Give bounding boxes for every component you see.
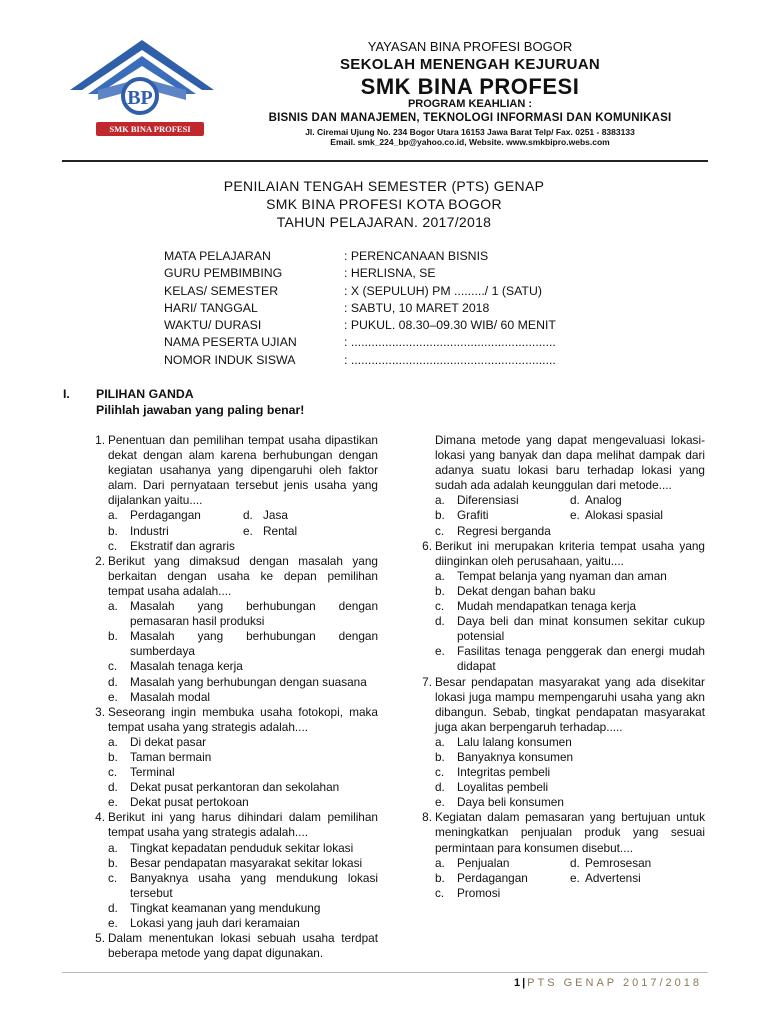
option xyxy=(410,795,705,810)
option-letter: d. xyxy=(435,780,445,795)
info-label: NOMOR INDUK SISWA xyxy=(164,352,296,367)
option xyxy=(83,901,378,916)
school-logo xyxy=(62,30,232,150)
exam-year: TAHUN PELAJARAN. 2017/2018 xyxy=(276,214,492,230)
option-text: Penjualan xyxy=(457,855,510,870)
option-letter: e. xyxy=(108,689,118,704)
option-text: Pemrosesan xyxy=(585,855,652,870)
option-letter: c. xyxy=(108,765,118,780)
option xyxy=(83,539,378,554)
info-value: : PERENCANAAN BISNIS xyxy=(344,249,489,263)
option-letter: a. xyxy=(435,855,445,870)
question-2 xyxy=(83,554,378,599)
option xyxy=(83,765,378,780)
question-number: 7. xyxy=(422,674,432,689)
option xyxy=(83,675,378,690)
info-row xyxy=(164,248,556,265)
option-text: Industri xyxy=(130,523,169,538)
option-text: Loyalitas pembeli xyxy=(457,780,549,795)
option-text: Di dekat pasar xyxy=(130,734,207,749)
question-3 xyxy=(83,705,378,735)
option-letter: d. xyxy=(435,614,445,629)
option-text: Rental xyxy=(263,523,298,538)
questions-right-column xyxy=(410,433,705,901)
option-letter: c. xyxy=(435,523,445,538)
option-text: Masalah tenaga kerja xyxy=(130,659,243,674)
question-text: Dalam menentukan lokasi sebuah usaha terdpat beberapa metode yang dapat digunakan. xyxy=(108,931,378,961)
option-letter: c. xyxy=(108,538,118,553)
question-text: Penentuan dan pemilihan tempat usaha dipastikan dekat dengan alam karena berhubungan dengan kegiatan usahanya yang dipengaruhi oleh faktor alam. Dari pernyataan tersebut jenis usaha yang dijalankan yaitu.... xyxy=(108,433,378,508)
school-type: SEKOLAH MENENGAH KEJURUAN xyxy=(339,56,601,73)
logo-banner-text: SMK BINA PROFESI xyxy=(109,124,191,134)
option xyxy=(83,916,378,931)
questions-left-column xyxy=(83,433,378,961)
info-label: GURU PEMBIMBING xyxy=(164,266,283,281)
option-letter: e. xyxy=(108,916,118,930)
option-letter: e. xyxy=(108,795,118,810)
option-text: Terminal xyxy=(130,765,175,780)
option-row xyxy=(83,508,378,523)
question-number: 2. xyxy=(95,553,105,568)
option-row xyxy=(410,493,705,508)
option-letter: b. xyxy=(435,870,445,885)
question-number: 8. xyxy=(422,810,432,825)
question-7 xyxy=(410,675,705,735)
programs: BISNIS DAN MANAJEMEN, TEKNOLOGI INFORMASI DAN KOMUNIKASI xyxy=(268,112,672,124)
question-number: 6. xyxy=(422,538,432,553)
section-heading xyxy=(63,387,194,401)
question-6 xyxy=(410,539,705,569)
foundation-name: YAYASAN BINA PROFESI BOGOR xyxy=(367,39,573,54)
logo-letters: BP xyxy=(127,87,153,109)
option-letter: a. xyxy=(108,734,118,749)
question-text: Berikut yang dimaksud dengan masalah yang berkaitan dengan usaha ke depan pemilihan tempat usaha adalah.... xyxy=(108,553,378,598)
question-4 xyxy=(83,810,378,840)
option-letter: b. xyxy=(435,508,445,523)
option-letter: c. xyxy=(108,870,118,885)
option-letter: b. xyxy=(108,855,118,870)
letterhead-divider xyxy=(62,160,708,162)
option-text: Masalah yang berhubungan dengan pemasaran hasil produksi xyxy=(130,599,378,629)
option xyxy=(83,871,378,901)
option-text: Alokasi spasial xyxy=(585,508,664,523)
option-row xyxy=(410,856,705,871)
question-number: 4. xyxy=(95,810,105,825)
option-letter: e. xyxy=(570,870,580,885)
option-text: Mudah mendapatkan tenaga kerja xyxy=(457,599,637,614)
info-value: : HERLISNA, SE xyxy=(344,266,436,281)
exam-title: PENILAIAN TENGAH SEMESTER (PTS) GENAP xyxy=(223,178,545,194)
option-letter: d. xyxy=(570,493,580,508)
option xyxy=(410,644,705,674)
option xyxy=(410,765,705,780)
option-letter: a. xyxy=(108,599,118,614)
section-number: I. xyxy=(63,387,70,401)
option-text: Masalah yang berhubungan dengan suasana xyxy=(130,674,367,689)
question-number: 1. xyxy=(95,433,105,447)
option-letter: a. xyxy=(108,508,118,523)
option-letter: a. xyxy=(435,493,445,508)
option xyxy=(410,780,705,795)
option-letter: e. xyxy=(570,508,580,523)
option xyxy=(83,795,378,810)
option-text: Dekat pusat pertokoan xyxy=(130,795,249,810)
option-text: Ekstratif dan agraris xyxy=(130,538,235,553)
option-text: Banyaknya konsumen xyxy=(457,749,574,764)
option-letter: d. xyxy=(108,780,118,795)
school-contact: Email. smk_224_bp@yahoo.co.id, Website. www.smkbipro.webs.com xyxy=(330,137,610,147)
option-text: Dekat dengan bahan baku xyxy=(457,583,596,598)
option xyxy=(83,750,378,765)
option-text: Lalu lalang konsumen xyxy=(457,734,572,749)
question-8 xyxy=(410,810,705,855)
info-row xyxy=(164,283,556,300)
option-letter: c. xyxy=(435,599,445,614)
question-number: 3. xyxy=(95,704,105,719)
option-letter: b. xyxy=(435,583,445,598)
option xyxy=(410,735,705,750)
option xyxy=(83,856,378,871)
option-text: Fasilitas tenaga penggerak dan energi mudah didapat xyxy=(457,644,705,674)
option-text: Masalah modal xyxy=(130,689,210,704)
page-number: 1 xyxy=(513,977,521,989)
option-letter: a. xyxy=(108,840,118,855)
option-text: Regresi berganda xyxy=(457,523,551,538)
option-text: Integritas pembeli xyxy=(457,765,551,780)
question-5-continued: Dimana metode yang dapat mengevaluasi lokasi-lokasi yang banyak dan dapa melihat dampak dari adanya suatu lokasi baru terhadap lokasi yang sudah ada adalah keunggulan dari metode.... xyxy=(435,433,705,493)
question-number: 5. xyxy=(95,931,105,946)
option xyxy=(83,599,378,629)
option xyxy=(83,659,378,674)
option-text: Taman bermain xyxy=(130,749,212,764)
option-letter: b. xyxy=(108,523,118,538)
option-text: Perdagangan xyxy=(130,508,201,523)
question-text: Seseorang ingin membuka usaha fotokopi, maka tempat usaha yang strategis adalah.... xyxy=(108,704,378,734)
option-text: Advertensi xyxy=(585,870,641,885)
option-text: Analog xyxy=(585,493,622,508)
info-label: WAKTU/ DURASI xyxy=(164,318,262,333)
question-text: Berikut ini merupakan kriteria tempat usaha yang diinginkan oleh perusahaan, yaitu.... xyxy=(435,538,705,568)
question-text: Kegiatan dalam pemasaran yang bertujuan untuk meningkatkan penjualan produk yang sesuai permintaan para konsumen disebut.... xyxy=(435,810,705,855)
option-letter: b. xyxy=(435,749,445,764)
option-letter: b. xyxy=(108,629,118,644)
info-row xyxy=(164,300,556,317)
option-letter: b. xyxy=(108,749,118,764)
program-label: PROGRAM KEAHLIAN : xyxy=(407,98,533,110)
option xyxy=(83,841,378,856)
option-text: Tingkat kepadatan penduduk sekitar lokasi xyxy=(130,840,354,855)
question-text: Berikut ini yang harus dihindari dalam pemilihan tempat usaha yang strategis adalah.... xyxy=(108,810,378,840)
page-footer xyxy=(514,977,702,989)
option-letter: d. xyxy=(108,674,118,689)
option-text: Jasa xyxy=(263,508,288,523)
option-row xyxy=(83,524,378,539)
info-row xyxy=(164,265,556,282)
option xyxy=(410,584,705,599)
info-value: : PUKUL. 08.30–09.30 WIB/ 60 MENIT xyxy=(344,318,556,333)
option-letter: a. xyxy=(435,568,445,583)
footer-divider xyxy=(62,972,708,973)
option-text: Perdagangan xyxy=(457,870,528,885)
option xyxy=(410,524,705,539)
info-label: MATA PELAJARAN xyxy=(164,249,271,263)
option-text: Tingkat keamanan yang mendukung xyxy=(130,900,321,915)
section-instruction: Pilihlah jawaban yang paling benar! xyxy=(96,403,305,417)
info-value: : X (SEPULUH) PM ........./ 1 (SATU) xyxy=(344,283,542,298)
option xyxy=(83,629,378,659)
option-letter: d. xyxy=(108,900,118,915)
option xyxy=(83,690,378,705)
info-row xyxy=(164,334,556,351)
option-text: Besar pendapatan masyarakat sekitar lokasi xyxy=(130,855,363,870)
info-value: : SABTU, 10 MARET 2018 xyxy=(344,300,490,315)
option xyxy=(410,614,705,644)
option-text: Banyaknya usaha yang mendukung lokasi tersebut xyxy=(130,870,378,900)
option-text: Daya beli konsumen xyxy=(457,795,564,810)
option-letter: c. xyxy=(435,765,445,780)
option-text: Daya beli dan minat konsumen sekitar cukup potensial xyxy=(457,614,705,644)
option xyxy=(83,735,378,750)
option-letter: e. xyxy=(243,523,253,538)
school-name: SMK BINA PROFESI xyxy=(360,74,580,99)
info-label: NAMA PESERTA UJIAN xyxy=(164,335,297,350)
option xyxy=(410,569,705,584)
exam-school: SMK BINA PROFESI KOTA BOGOR xyxy=(266,196,502,212)
option-row xyxy=(410,508,705,523)
option-letter: e. xyxy=(435,644,445,659)
option-letter: a. xyxy=(435,734,445,749)
option-text: Diferensiasi xyxy=(457,493,519,508)
footer-label: PTS GENAP 2017/2018 xyxy=(527,977,702,989)
question-1 xyxy=(83,433,378,508)
question-text: Besar pendapatan masyarakat yang ada disekitar lokasi juga mampu mempengaruhi usaha yang akn dibangun. Sebab, tingkat pendapatan masyarakat juga akan berpengaruh terhadap..... xyxy=(435,674,705,734)
option xyxy=(83,780,378,795)
option-letter: e. xyxy=(435,795,445,810)
info-value: : ............................................................ xyxy=(344,352,556,367)
option-letter: c. xyxy=(108,659,118,674)
option-row xyxy=(410,871,705,886)
option-text: Tempat belanja yang nyaman dan aman xyxy=(457,568,667,583)
school-address: Jl. Ciremai Ujung No. 234 Bogor Utara 16153 Jawa Barat Telp/ Fax. 0251 - 8383133 xyxy=(305,127,635,137)
section-title: PILIHAN GANDA xyxy=(96,387,194,401)
info-label: KELAS/ SEMESTER xyxy=(164,283,279,298)
option-text: Promosi xyxy=(457,885,501,900)
info-row xyxy=(164,352,556,369)
info-row xyxy=(164,317,556,334)
option xyxy=(410,750,705,765)
footer-separator: | xyxy=(522,977,526,989)
option-text: Masalah yang berhubungan dengan sumberdaya xyxy=(130,629,378,659)
exam-info xyxy=(164,248,556,369)
option-letter: d. xyxy=(570,855,580,870)
info-label: HARI/ TANGGAL xyxy=(164,300,258,315)
option-text: Lokasi yang jauh dari keramaian xyxy=(130,916,300,930)
option xyxy=(410,886,705,901)
option-letter: d. xyxy=(243,508,253,523)
option-text: Dekat pusat perkantoran dan sekolahan xyxy=(130,780,340,795)
option-letter: c. xyxy=(435,885,445,900)
info-value: : ............................................................ xyxy=(344,335,556,350)
question-5 xyxy=(83,931,378,961)
option-text: Grafiti xyxy=(457,508,489,523)
option xyxy=(410,599,705,614)
